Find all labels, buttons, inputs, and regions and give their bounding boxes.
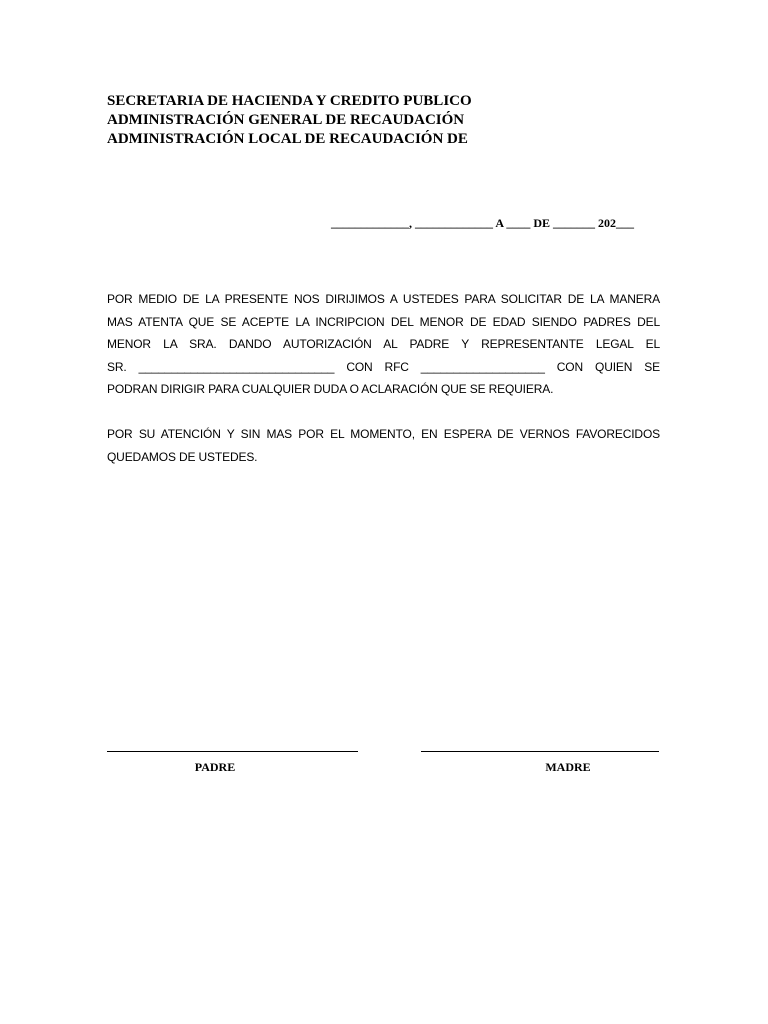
paragraph-line: SR. ______________________________ CON RFC ___________________ CON QUIEN SE <box>107 359 660 374</box>
paragraph-line: QUEDAMOS DE USTEDES. <box>107 449 258 464</box>
father-signature-line <box>107 751 358 752</box>
paragraph-line: PODRAN DIRIGIR PARA CUALQUIER DUDA O ACLARACIÓN QUE SE REQUIERA. <box>107 382 554 396</box>
paragraph-line: MENOR LA SRA. DANDO AUTORIZACIÓN AL PADRE Y REPRESENTANTE LEGAL EL <box>107 337 660 351</box>
paragraph-closing <box>107 423 660 468</box>
paragraph-line: POR SU ATENCIÓN Y SIN MAS POR EL MOMENTO, EN ESPERA DE VERNOS FAVORECIDOS <box>107 427 660 441</box>
letter-header <box>107 92 472 149</box>
mother-signature-label: MADRE <box>545 760 591 774</box>
header-line-1: SECRETARIA DE HACIENDA Y CREDITO PUBLICO <box>107 93 472 109</box>
paragraph-request <box>107 288 660 401</box>
paragraph-line: MAS ATENTA QUE SE ACEPTE LA INCRIPCION DEL MENOR DE EDAD SIENDO PADRES DEL <box>107 314 660 329</box>
header-line-2: ADMINISTRACIÓN GENERAL DE RECAUDACIÓN <box>107 112 465 128</box>
paragraph-line: POR MEDIO DE LA PRESENTE NOS DIRIJIMOS A USTEDES PARA SOLICITAR DE LA MANERA <box>107 292 660 306</box>
header-line-3: ADMINISTRACIÓN LOCAL DE RECAUDACIÓN DE <box>107 131 468 147</box>
father-signature-label: PADRE <box>194 760 236 774</box>
date-line: _____________, _____________ A ____ DE _______ 202___ <box>331 216 635 230</box>
mother-signature-line <box>421 751 659 752</box>
